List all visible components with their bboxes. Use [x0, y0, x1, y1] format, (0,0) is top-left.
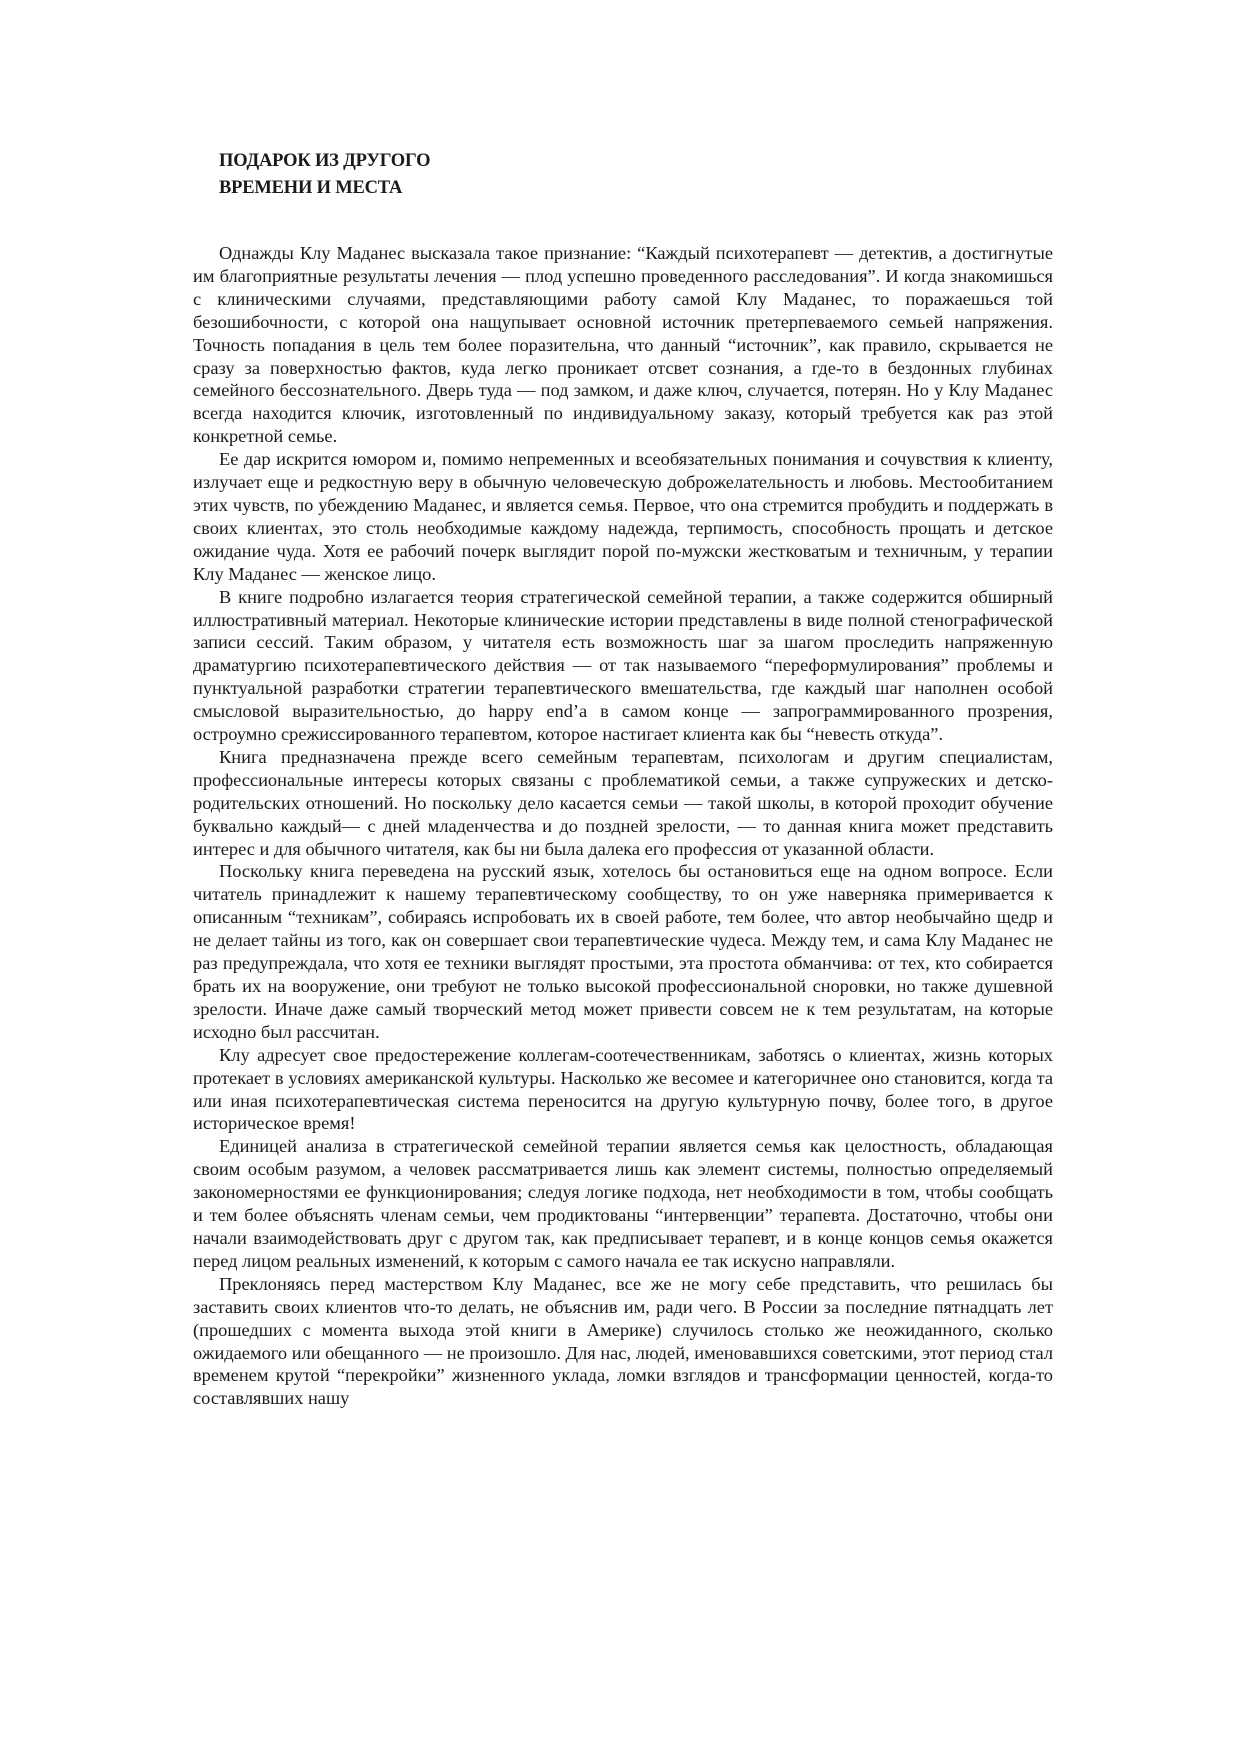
- title-line: ПОДАРОК ИЗ ДРУГОГО: [219, 151, 431, 171]
- paragraph: Преклоняясь перед мастерством Клу Маданес, все же не могу себе представить, что решилась бы заставить своих клиентов что-то делать, не объяснив им, ради чего. В России за последние пятнадцать лет (прошедших с момента выхода этой книги в Америке) случилось столько же неожиданного, сколько ожидаемого или обещанного — не произошло. Для нас, людей, именовавшихся советскими, этот период стал временем крутой “перекройки” жизненного уклада, ломки взглядов и трансформации ценностей, когда-то составлявших нашу: [193, 1273, 1053, 1409]
- document-page: [193, 148, 1053, 1410]
- paragraph: Ее дар искрится юмором и, помимо непременных и всеобязательных понимания и сочувствия к клиенту, излучает еще и редкостную веру в обычную человеческую доброжелательность и любовь. Местообитанием этих чувств, по убеждению Маданес, и является семья. Первое, что она стремится пробудить и поддержать в своих клиентах, это столь необходимые каждому надежда, терпимость, способность прощать и детское ожидание чуда. Хотя ее рабочий почерк выглядит порой по-мужски жестковатым и техничным, у терапии Клу Маданес — женское лицо.: [193, 449, 1053, 584]
- paragraph: Клу адресует свое предостережение коллегам-соотечественникам, заботясь о клиентах, жизнь которых протекает в условиях американской культуры. Насколько же весомее и категоричнее оно становится, когда та или иная психотерапевтическая система переносится на другую культурную почву, более того, в другое историческое время!: [193, 1044, 1053, 1134]
- paragraph: В книге подробно излагается теория стратегической семейной терапии, а также содержится обширный иллюстративный материал. Некоторые клинические истории представлены в виде полной стенографической записи сессий. Таким образом, у читателя есть возможность шаг за шагом проследить напряженную драматургию психотерапевтического действия — от так называемого “переформулирования” проблемы и пунктуальной разработки стратегии терапевтического вмешательства, где каждый шаг наполнен особой смысловой выразительностью, до happy end’а в самом конце — запрограммированного прозрения, остроумно срежиссированного терапевтом, которое настигает клиента как бы “невесть откуда”.: [193, 586, 1053, 745]
- page-title: [219, 148, 1053, 202]
- paragraph: Единицей анализа в стратегической семейной терапии является семья как целостность, обладающая своим особым разумом, а человек рассматривается лишь как элемент системы, полностью определяемый закономерностями ее функционирования; следуя логике подхода, нет необходимости в том, чтобы сообщать и тем более объяснять членам семьи, чем продиктованы “интервенции” терапевта. Достаточно, чтобы они начали взаимодействовать друг с другом так, как предписывает терапевт, и в конце концов семья окажется перед лицом реальных изменений, к которым с самого начала ее так искусно направляли.: [193, 1136, 1053, 1271]
- paragraph: Однажды Клу Маданес высказала такое признание: “Каждый психотерапевт — детектив, а достигнутые им благоприятные результаты лечения — плод успешно проведенного расследования”. И когда знакомишься с клиническими случаями, представляющими работу самой Клу Маданес, то поражаешься той безошибочности, с которой она нащупывает основной источник претерпеваемого семьей напряжения. Точность попадания в цель тем более поразительна, что данный “источник”, как правило, скрывается не сразу за поверхностью фактов, куда легко проникает отсвет сознания, а где-то в бездонных глубинах семейного бессознательного. Дверь туда — под замком, и даже ключ, случается, потерян. Но у Клу Маданес всегда находится ключик, изготовленный по индивидуальному заказу, который требуется как раз этой конкретной семье.: [193, 243, 1053, 447]
- paragraph: Книга предназначена прежде всего семейным терапевтам, психологам и другим специалистам, профессиональные интересы которых связаны с проблематикой семьи, а также супружеских и детско-родительских отношений. Но поскольку дело касается семьи — такой школы, в которой проходит обучение буквально каждый— с дней младенчества и до поздней зрелости, — то данная книга может представить интерес и для обычного читателя, как бы ни была далека его профессия от указанной области.: [193, 746, 1053, 859]
- paragraph: Поскольку книга переведена на русский язык, хотелось бы остановиться еще на одном вопросе. Если читатель принадлежит к нашему терапевтическому сообществу, то он уже наверняка примеривается к описанным “техникам”, собираясь испробовать их в своей работе, тем более, что автор необычайно щедр и не делает тайны из того, как он совершает свои терапевтические чудеса. Между тем, и сама Клу Маданес не раз предупреждала, что хотя ее техники выглядят простыми, эта простота обманчива: от тех, кто собирается брать их на вооружение, они требуют не только высокой профессиональной сноровки, но также душевной зрелости. Иначе даже самый творческий метод может привести совсем не к тем результатам, на которые исходно был рассчитан.: [193, 861, 1053, 1042]
- title-line: ВРЕМЕНИ И МЕСТА: [219, 178, 403, 198]
- body-text: [193, 242, 1053, 1410]
